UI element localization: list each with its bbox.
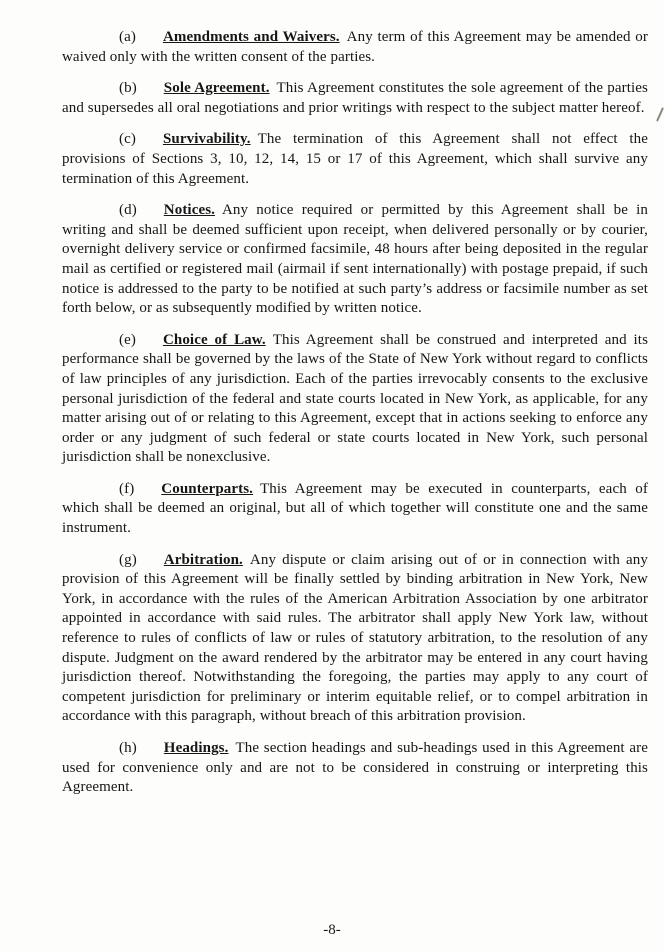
section-paragraph-g	[62, 551, 648, 727]
section-body: This Agreement shall be construed and interpreted and its performance shall be governed by the laws of the State of New York without regard to conflicts of law principles of any jurisdiction. Each of the parties irrevocably consents to the exclusive personal jurisdiction of the federal and state courts located in New York, as applicable, for any matter arising out of or relating to this Agreement, except that in actions seeking to enforce any order or any judgment of such federal or state courts located in New York, such personal jurisdiction shall be nonexclusive.	[62, 331, 649, 466]
page-number: -8-	[323, 922, 341, 938]
page-footer	[0, 922, 664, 939]
section-heading: Arbitration.	[163, 551, 243, 568]
section-paragraph-a	[62, 28, 648, 67]
section-paragraph-d	[62, 201, 648, 319]
section-heading: Notices.	[163, 202, 215, 219]
section-body: This Agreement constitutes the sole agreement of the parties and supersedes all oral negotiations and prior writings with respect to the subject matter hereof.	[62, 80, 648, 116]
section-body: The termination of this Agreement shall not effect the provisions of Sections 3, 10, 12, 14, 15 or 17 of this Agreement, which shall survive any termination of this Agreement.	[62, 131, 648, 187]
section-body: Any dispute or claim arising out of or in connection with any provision of this Agreement will be finally settled by binding arbitration in New York, New York, in accordance with the rules of the American Arbitration Association by one arbitrator appointed in accordance with said rules. The arbitrator shall apply New York law, without reference to rules of conflicts of law or rules of statutory arbitration, to the resolution of any dispute. Judgment on the award rendered by the arbitrator may be entered in any court having jurisdiction thereof. Notwithstanding the foregoing, the parties may apply to any court of competent jurisdiction for preliminary or interim equitable relief, or to compel arbitration in accordance with this paragraph, without breach of this arbitration provision.	[62, 551, 648, 725]
section-letter: (d)	[119, 202, 137, 219]
section-letter: (e)	[119, 331, 136, 348]
section-body: The section headings and sub-headings used in this Agreement are used for convenience only and are not to be considered in construing or interpreting this Agreement.	[62, 740, 648, 796]
section-letter: (b)	[119, 80, 137, 97]
section-body: Any term of this Agreement may be amended or waived only with the written consent of the parties.	[62, 29, 648, 65]
section-letter: (f)	[119, 480, 135, 497]
section-body: This Agreement may be executed in counterparts, each of which shall be deemed an original, but all of which together will constitute one and the same instrument.	[62, 480, 648, 537]
section-heading: Survivability.	[162, 131, 251, 148]
section-letter: (h)	[119, 740, 137, 756]
section-paragraph-f	[62, 480, 648, 539]
section-letter: (c)	[119, 131, 136, 148]
section-letter: (g)	[119, 551, 137, 568]
section-paragraph-b	[62, 79, 648, 118]
section-body: Any notice required or permitted by this Agreement shall be in writing and shall be deemed sufficient upon receipt, when delivered personally or by courier, overnight delivery service or confirmed facsimile, 48 hours after being deposited in the regular mail as certified or registered mail (airmail if sent internationally) with postage prepaid, if such notice is addressed to the party to be notified at such party’s address or facsimile number as set forth below, or as subsequently modified by written notice.	[62, 202, 648, 317]
section-heading: Counterparts.	[161, 480, 254, 497]
section-paragraph-e	[62, 331, 648, 468]
section-letter: (a)	[119, 29, 136, 45]
section-heading: Amendments and Waivers.	[162, 29, 340, 45]
section-heading: Sole Agreement.	[163, 80, 270, 97]
section-heading: Choice of Law.	[162, 331, 266, 348]
section-heading: Headings.	[163, 740, 229, 756]
section-paragraph-h	[62, 739, 648, 798]
section-paragraph-c	[62, 130, 648, 189]
